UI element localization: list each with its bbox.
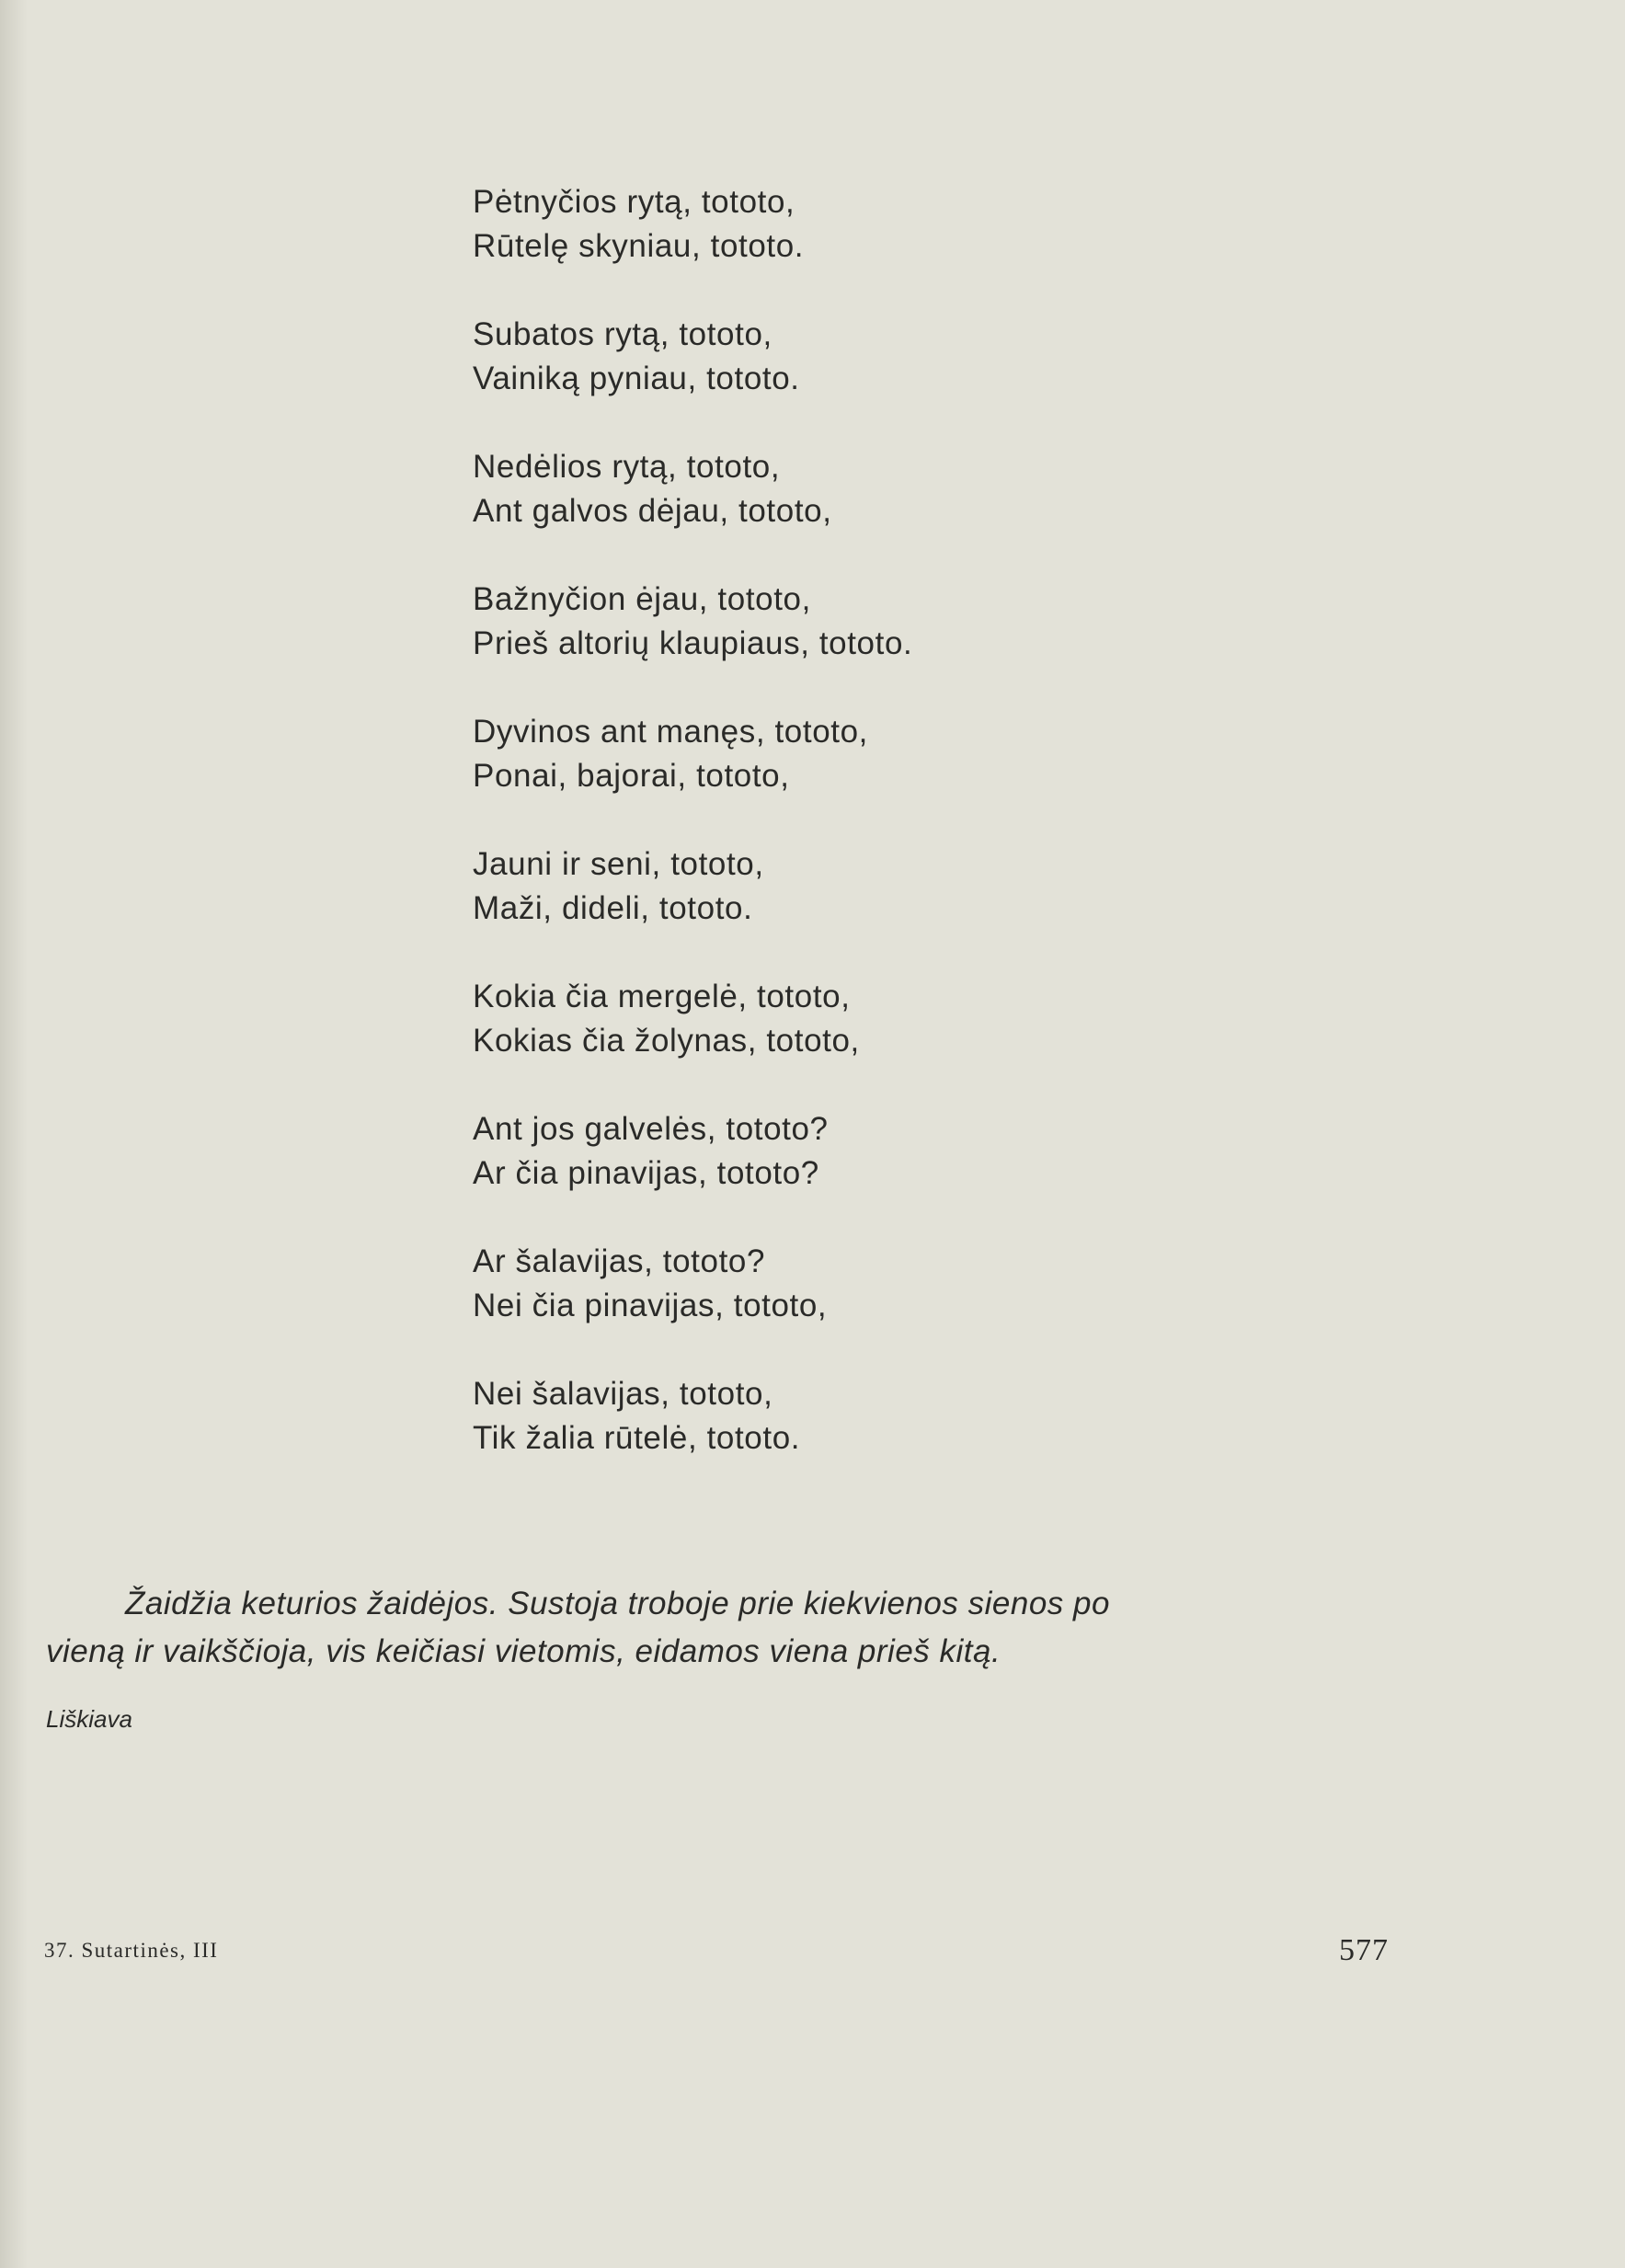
verse-line: Nedėlios rytą, tototo, xyxy=(473,449,781,485)
stanza xyxy=(473,1107,1392,1196)
stanza xyxy=(473,180,1392,269)
note-line: vieną ir vaikščioja, vis keičiasi vietomis, eidamos viena prieš kitą. xyxy=(46,1633,1001,1669)
verse-line: Vainiką pyniau, tototo. xyxy=(473,361,800,396)
verse-line: Subatos rytą, tototo, xyxy=(473,316,772,352)
stanza xyxy=(473,1240,1392,1328)
stanza xyxy=(473,313,1392,401)
verse-line: Tik žalia rūtelė, tototo. xyxy=(473,1420,801,1456)
note-line: Žaidžia keturios žaidėjos. Sustoja troboje prie kiekvienos sienos po xyxy=(125,1586,1110,1621)
place-of-recording: Liškiava xyxy=(46,1705,132,1733)
stanza xyxy=(473,445,1392,533)
verse-line: Ponai, bajorai, tototo, xyxy=(473,758,790,794)
stanza xyxy=(473,710,1392,798)
stanza xyxy=(473,975,1392,1063)
verse-line: Nei šalavijas, tototo, xyxy=(473,1376,773,1412)
page-number: 577 xyxy=(1339,1933,1389,1967)
verse-line: Bažnyčion ėjau, tototo, xyxy=(473,581,811,617)
verse-line: Dyvinos ant manęs, tototo, xyxy=(473,714,868,750)
verse-line: Ar šalavijas, tototo? xyxy=(473,1243,766,1279)
verse-line: Nei čia pinavijas, tototo, xyxy=(473,1288,828,1323)
verse-line: Rūtelę skyniau, tototo. xyxy=(473,228,805,264)
verse-line: Prieš altorių klaupiaus, tototo. xyxy=(473,625,913,661)
verse-line: Ar čia pinavijas, tototo? xyxy=(473,1155,819,1191)
printer-signature: 37. Sutartinės, III xyxy=(44,1939,219,1962)
stanza xyxy=(473,1372,1392,1460)
game-description-note xyxy=(46,1580,1389,1676)
verse-line: Ant galvos dėjau, tototo, xyxy=(473,493,832,529)
stanza xyxy=(473,842,1392,931)
verse-line: Ant jos galvelės, tototo? xyxy=(473,1111,829,1147)
verse-line: Maži, dideli, tototo. xyxy=(473,890,753,926)
poem xyxy=(473,180,1392,1505)
stanza xyxy=(473,578,1392,666)
verse-line: Kokias čia žolynas, tototo, xyxy=(473,1023,860,1059)
verse-line: Kokia čia mergelė, tototo, xyxy=(473,979,851,1014)
verse-line: Jauni ir seni, tototo, xyxy=(473,846,764,882)
page-edge-shade xyxy=(0,0,28,2268)
verse-line: Pėtnyčios rytą, tototo, xyxy=(473,184,795,220)
